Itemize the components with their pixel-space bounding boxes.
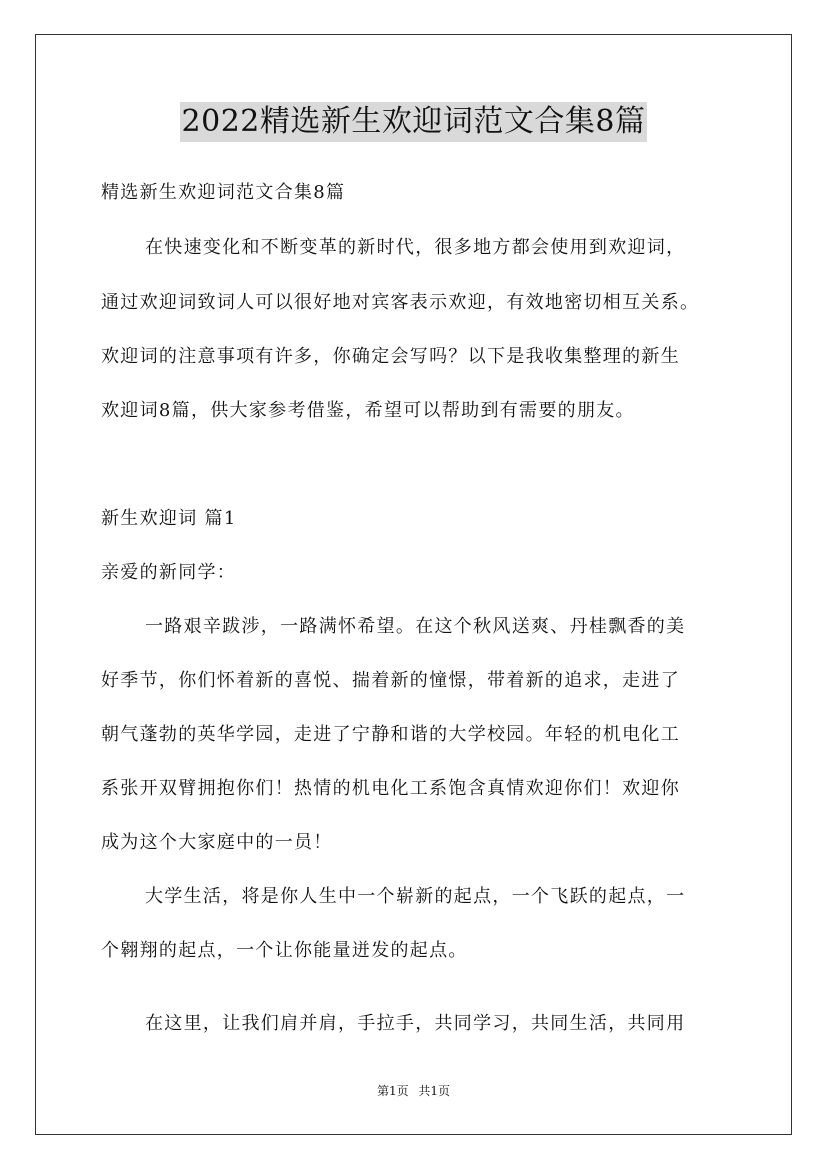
document-title: 2022精选新生欢迎词范文合集8篇 [180, 102, 648, 142]
body-line: 大学生活，将是你人生中一个崭新的起点，一个飞跃的起点，一 [145, 886, 686, 907]
page-number: 第1页 [376, 1084, 409, 1098]
body-line: 一路艰辛跋涉，一路满怀希望。在这个秋风送爽、丹桂飘香的美 [145, 616, 686, 637]
body-line: 好季节，你们怀着新的喜悦、揣着新的憧憬，带着新的追求，走进了 [101, 670, 680, 691]
intro-line: 在快速变化和不断变革的新时代，很多地方都会使用到欢迎词， [145, 237, 686, 258]
section-heading: 新生欢迎词 篇1 [101, 508, 237, 529]
intro-line: 欢迎词8篇，供大家参考借鉴，希望可以帮助到有需要的朋友。 [101, 400, 635, 421]
page-total: 共1页 [418, 1084, 451, 1098]
page-footer [0, 1083, 827, 1099]
salutation: 亲爱的新同学： [101, 562, 237, 583]
intro-line: 欢迎词的注意事项有许多，你确定会写吗？以下是我收集整理的新生 [101, 346, 680, 367]
intro-line: 通过欢迎词致词人可以很好地对宾客表示欢迎，有效地密切相互关系。 [101, 292, 700, 313]
title-container [0, 102, 827, 142]
body-line: 朝气蓬勃的英华学园，走进了宁静和谐的大学校园。年轻的机电化工 [101, 724, 680, 745]
body-line: 在这里，让我们肩并肩，手拉手，共同学习，共同生活，共同用 [145, 1013, 686, 1034]
body-line: 系张开双臂拥抱你们！热情的机电化工系饱含真情欢迎你们！欢迎你 [101, 778, 680, 799]
body-line: 个翱翔的起点，一个让你能量迸发的起点。 [101, 940, 468, 961]
body-line: 成为这个大家庭中的一员！ [101, 832, 333, 853]
document-subtitle: 精选新生欢迎词范文合集8篇 [101, 182, 346, 203]
